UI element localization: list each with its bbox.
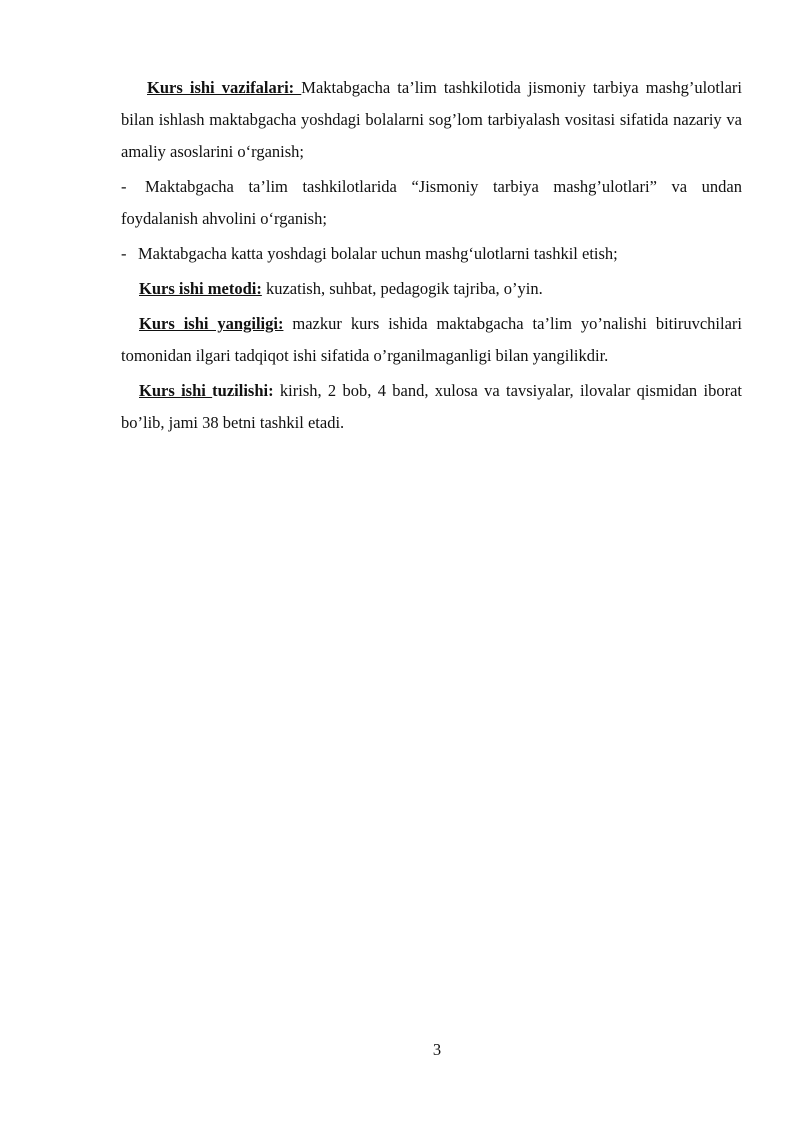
list-item-2-text: Maktabgacha katta yoshdagi bolalar uchun mashg‘ulotlarni tashkil etish; bbox=[138, 244, 618, 263]
label-metodi: Kurs ishi metodi: bbox=[139, 279, 262, 298]
paragraph-yangiligi bbox=[121, 308, 742, 372]
label-tuzilishi-rest: tuzilishi: bbox=[212, 381, 274, 400]
text-vazifalari: Maktabgacha ta’lim tashkilotida jismoniy tarbiya mashg’ulotlari bilan ishlash maktabgacha yoshdagi bolalarni sog’lom tarbiyalash vositasi sifatida nazariy va amaliy asoslarini o‘rganish; bbox=[121, 78, 742, 161]
text-metodi: kuzatish, suhbat, pedagogik tajriba, o’yin. bbox=[261, 279, 543, 298]
list-item-1-text: Maktabgacha ta’lim tashkilotlarida “Jismoniy tarbiya mashg’ulotlari” va undan foydalanish ahvolini o‘rganish; bbox=[121, 177, 742, 228]
paragraph-metodi bbox=[121, 273, 742, 305]
page-number: 3 bbox=[432, 1040, 442, 1059]
label-yangiligi: Kurs ishi yangiligi: bbox=[139, 314, 284, 333]
paragraph-vazifalari bbox=[121, 72, 742, 168]
list-item-1 bbox=[121, 171, 742, 235]
text-yangiligi: mazkur kurs ishida maktabgacha ta’lim yo’nalishi bitiruvchilari tomonidan ilgari tadqiqot ishi sifatida o’rganilmaganligi bilan yangilikdir. bbox=[121, 314, 742, 365]
list-dash: - bbox=[121, 177, 127, 196]
paragraph-tuzilishi bbox=[121, 375, 742, 439]
text-tuzilishi: kirish, 2 bob, 4 band, xulosa va tavsiyalar, ilovalar qismidan iborat bo’lib, jami 38 betni tashkil etadi. bbox=[121, 381, 742, 432]
label-vazifalari: Kurs ishi vazifalari: bbox=[147, 78, 302, 97]
document-page bbox=[121, 72, 742, 442]
label-tuzilishi-underlined: Kurs ishi bbox=[139, 381, 213, 400]
list-dash: - bbox=[121, 244, 127, 263]
list-item-2 bbox=[121, 238, 742, 270]
